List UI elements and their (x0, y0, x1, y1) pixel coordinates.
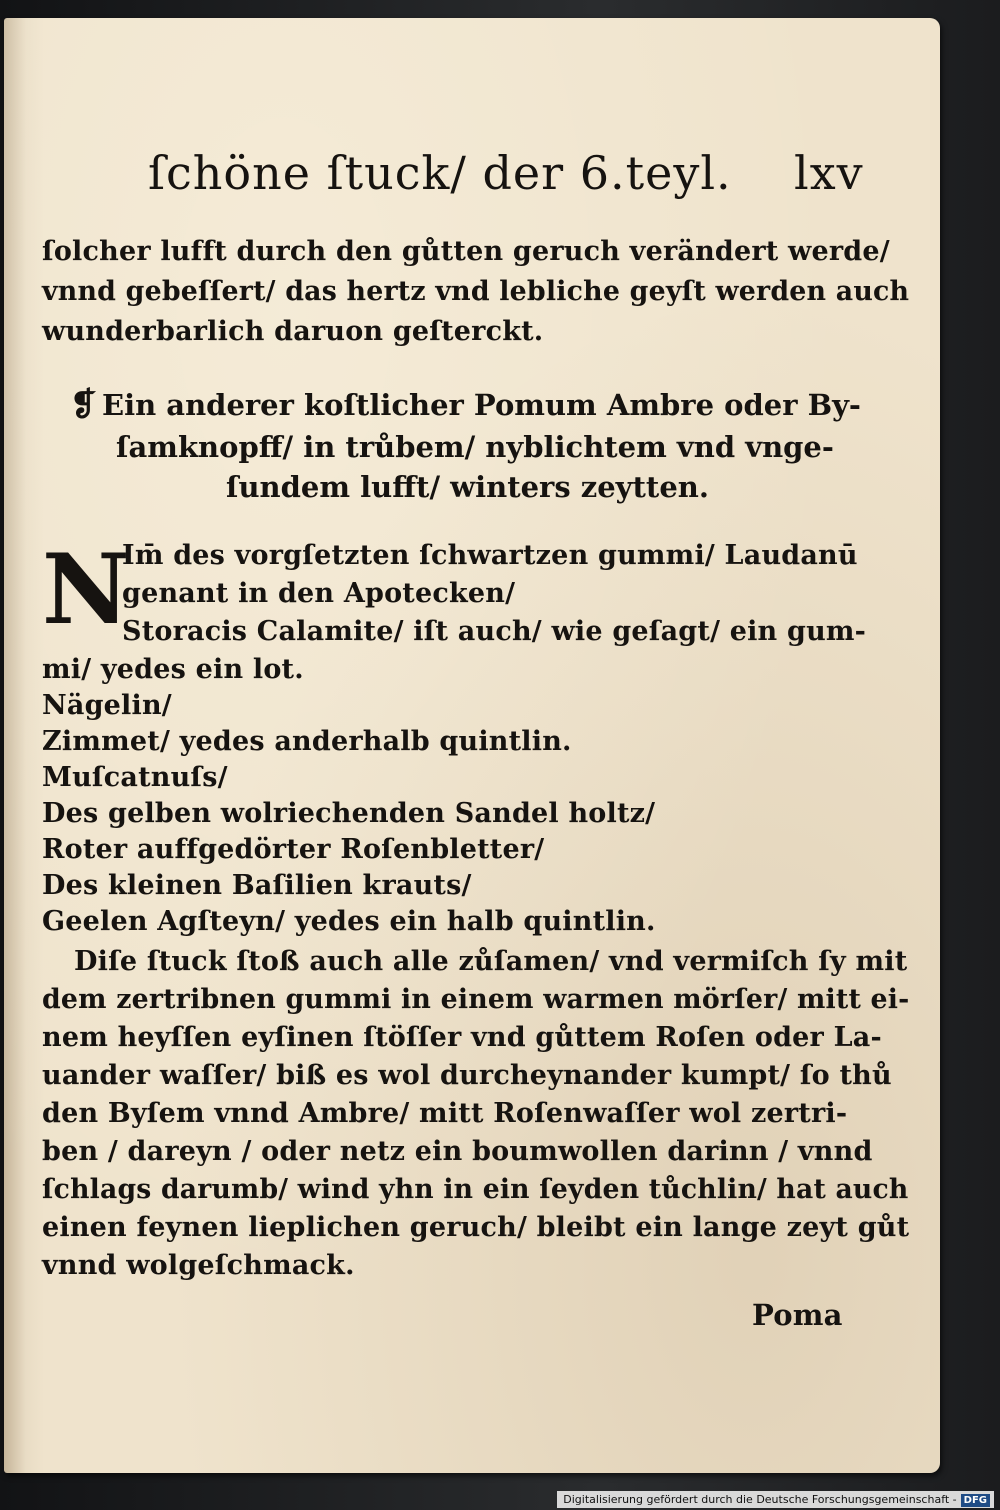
catchword: Poma (752, 1298, 843, 1332)
text-line: einen feynen lieplichen geruch/ bleibt ein lange zeyt gůt (42, 1212, 910, 1243)
pilcrow-icon: ❡ (70, 385, 97, 423)
text-line: ſolcher lufft durch den gůtten geruch verändert werde/ (42, 236, 890, 267)
ingredient-line: Muſcatnuſs/ (42, 762, 228, 793)
ingredient-line: Nägelin/ (42, 690, 172, 721)
text-line: ben / dareyn / oder netz ein boumwollen darinn / vnnd (42, 1136, 873, 1167)
text-line: nem heyſſen eyſinen ſtöſſer vnd gůttem Roſen oder La- (42, 1022, 882, 1053)
heading-line: ſamknopff/ in trůbem/ nyblichtem vnd vnge- (116, 430, 834, 464)
ingredient-line: Geelen Agſteyn/ yedes ein halb quintlin. (42, 906, 656, 937)
text-line: Im̄ des vorgſetzten ſchwartzen gummi/ Laudanū (122, 540, 858, 571)
text-line: den Byſem vnnd Ambre/ mitt Roſenwaſſer wol zertri- (42, 1098, 848, 1129)
text-line: uander waſſer/ biß es wol durcheynander kumpt/ ſo thů (42, 1060, 892, 1091)
text-line: Diſe ſtuck ſtoß auch alle zůſamen/ vnd vermiſch ſy mit (74, 946, 908, 977)
ingredient-line: Zimmet/ yedes anderhalb quintlin. (42, 726, 572, 757)
text-line: dem zertribnen gummi in einem warmen mörſer/ mitt ei- (42, 984, 910, 1015)
text-line: vnnd wolgeſchmack. (42, 1250, 355, 1281)
drop-cap-initial: N (42, 533, 130, 646)
heading-line: Ein anderer koſtlicher Pomum Ambre oder By- (102, 388, 861, 422)
text-line: vnnd gebeſſert/ das hertz vnd lebliche geyſt werden auch (42, 276, 910, 307)
credit-text: Digitalisierung gefördert durch die Deutsche Forschungsgemeinschaft - (563, 1493, 957, 1506)
book-page (4, 18, 940, 1473)
ingredient-line: Des gelben wolriechenden Sandel holtz/ (42, 798, 656, 829)
ingredient-line: Des kleinen Baſilien krauts/ (42, 870, 472, 901)
text-line: wunderbarlich daruon geſterckt. (42, 316, 544, 347)
text-line: Storacis Calamite/ iſt auch/ wie geſagt/ ein gum- (122, 616, 867, 647)
ingredient-line: Roter auffgedörter Roſenbletter/ (42, 834, 545, 865)
text-line: genant in den Apotecken/ (122, 578, 516, 609)
digitization-credit (557, 1491, 994, 1508)
dfg-logo: DFG (961, 1494, 990, 1507)
text-line: mi/ yedes ein lot. (42, 654, 304, 685)
running-title: ſchöne ſtuck/ der 6.teyl. (148, 146, 732, 200)
text-line: ſchlags darumb/ wind yhn in ein ſeyden tůchlin/ hat auch (42, 1174, 909, 1205)
folio-number: lxv (794, 146, 864, 200)
heading-line: ſundem lufft/ winters zeytten. (226, 470, 709, 504)
